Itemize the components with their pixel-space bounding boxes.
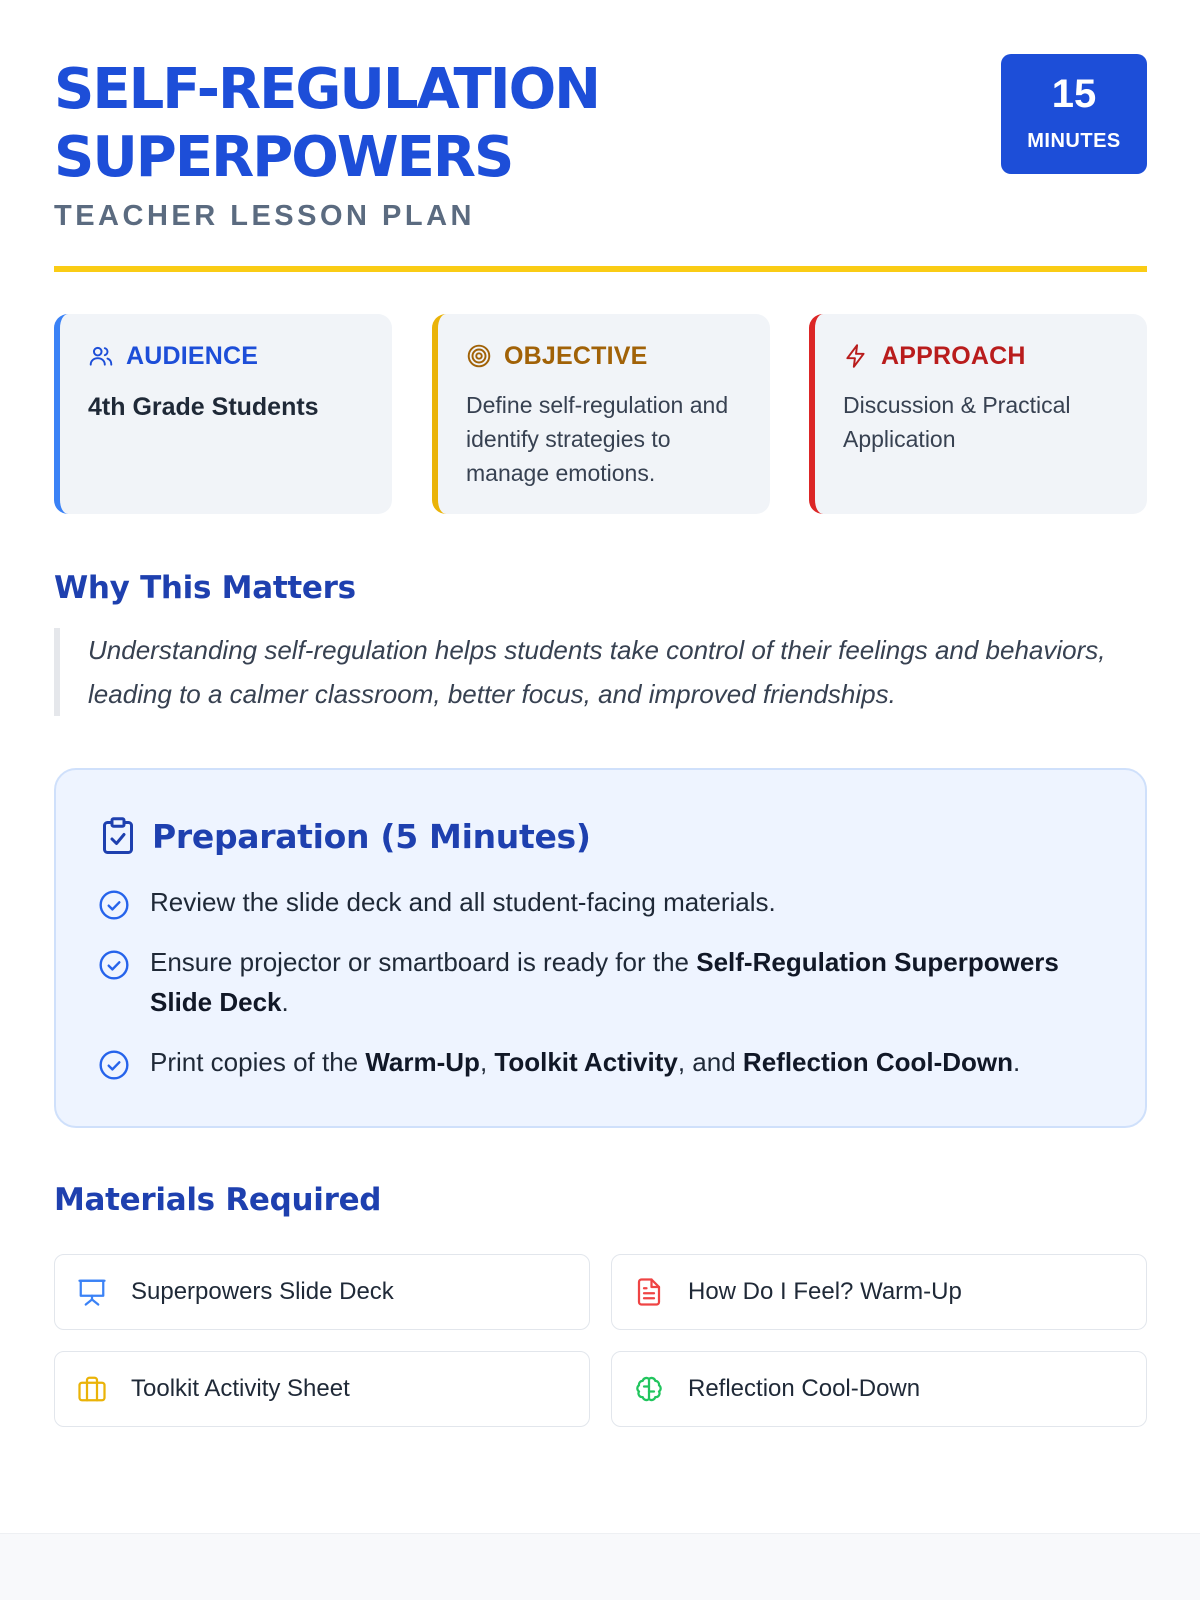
page-title [54, 56, 854, 192]
why-this-matters-heading: Why This Matters [54, 570, 356, 606]
users-icon [88, 343, 114, 369]
info-cards [54, 314, 1147, 514]
header-divider [54, 266, 1147, 272]
preparation-panel [54, 768, 1147, 1128]
page-footer [0, 1533, 1200, 1600]
duration-badge [1001, 54, 1147, 174]
lightning-icon [843, 343, 869, 369]
material-item-cool-down[interactable] [611, 1351, 1147, 1427]
document-icon [634, 1277, 664, 1307]
check-circle-icon [98, 949, 130, 981]
check-circle-icon [98, 889, 130, 921]
toolbox-icon [77, 1374, 107, 1404]
material-label: Superpowers Slide Deck [131, 1278, 394, 1305]
approach-label: APPROACH [881, 341, 1026, 370]
lesson-plan-page [54, 0, 1147, 1402]
checklist-item: Review the slide deck and all student-facing materials. [98, 882, 1108, 922]
checklist-item: Ensure projector or smartboard is ready for the Self-Regulation Superpowers Slide Deck. [98, 942, 1108, 1022]
target-icon [466, 343, 492, 369]
objective-label: OBJECTIVE [504, 341, 648, 370]
title-line-2: SUPERPOWERS [54, 125, 513, 190]
material-item-toolkit[interactable] [54, 1351, 590, 1427]
material-item-warm-up[interactable] [611, 1254, 1147, 1330]
audience-value: 4th Grade Students [88, 393, 319, 421]
approach-value: Discussion & Practical Application [843, 392, 1071, 452]
objective-card [432, 314, 770, 514]
brain-icon [634, 1374, 664, 1404]
material-label: Reflection Cool-Down [688, 1375, 921, 1402]
material-label: Toolkit Activity Sheet [131, 1375, 350, 1402]
clipboard-check-icon [100, 816, 136, 856]
why-this-matters-quote: Understanding self-regulation helps students take control of their feelings and behaviors, leading to a calmer classroom, better focus, and improved friendships. [54, 628, 1147, 716]
preparation-heading: Preparation (5 Minutes) [152, 816, 591, 856]
duration-value: 15 [1051, 72, 1097, 116]
audience-label: AUDIENCE [126, 341, 259, 370]
presentation-icon [77, 1277, 107, 1307]
checklist-item: Print copies of the Warm-Up, Toolkit Activity, and Reflection Cool-Down. [98, 1042, 1108, 1082]
title-line-1: SELF-REGULATION [54, 57, 600, 122]
approach-card [809, 314, 1147, 514]
material-label: How Do I Feel? Warm-Up [688, 1278, 962, 1305]
page-subtitle: TEACHER LESSON PLAN [54, 200, 475, 232]
materials-heading: Materials Required [54, 1182, 382, 1218]
material-item-slide-deck[interactable] [54, 1254, 590, 1330]
preparation-checklist [98, 882, 1108, 1102]
header [54, 0, 1147, 270]
audience-card [54, 314, 392, 514]
check-circle-icon [98, 1049, 130, 1081]
duration-unit: MINUTES [1027, 130, 1121, 152]
objective-value: Define self-regulation and identify strategies to manage emotions. [466, 392, 729, 486]
